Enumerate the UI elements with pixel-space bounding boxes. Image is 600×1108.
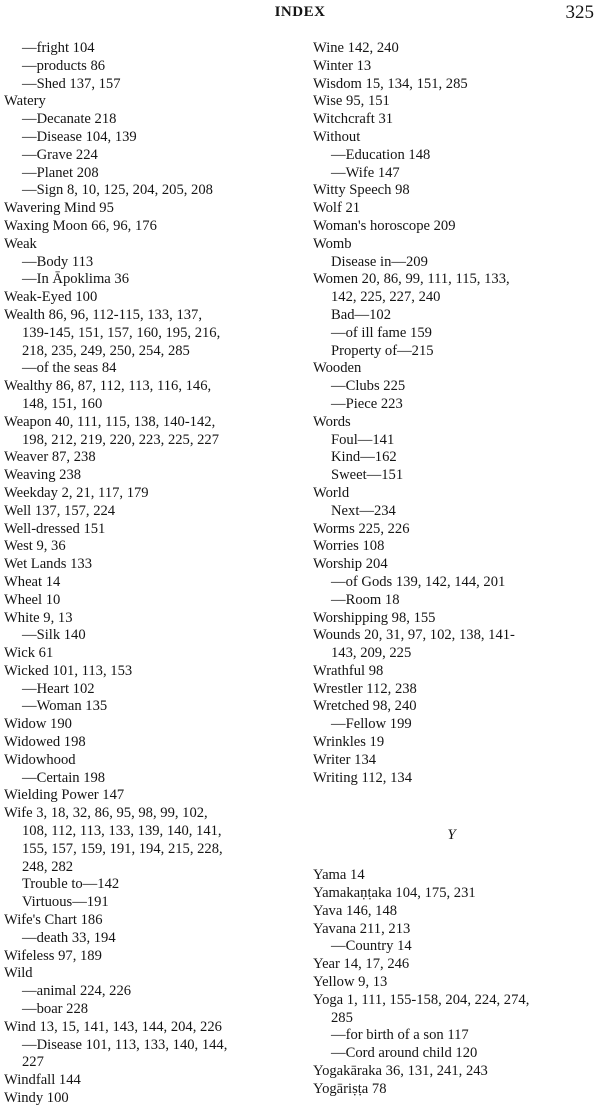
index-entry: Yogāriṣṭa 78 — [313, 1080, 387, 1097]
index-subentry: —Clubs 225 — [331, 378, 406, 395]
index-entry: Winter 13 — [313, 57, 372, 74]
index-subentry: —In Āpoklima 36 — [22, 271, 130, 288]
index-entry: Wooden — [313, 360, 362, 377]
index-subentry: 227 — [22, 1054, 44, 1071]
index-entry: Wick 61 — [4, 645, 54, 662]
index-entry: Writing 112, 134 — [313, 769, 412, 786]
index-entry: West 9, 36 — [4, 538, 66, 555]
page-number: 325 — [565, 2, 594, 23]
index-subentry: —products 86 — [22, 57, 106, 74]
index-subentry: —Sign 8, 10, 125, 204, 205, 208 — [22, 182, 213, 199]
index-subentry: —Piece 223 — [331, 395, 403, 412]
index-entry: Wicked 101, 113, 153 — [4, 662, 133, 679]
index-entry: Words — [313, 413, 351, 430]
index-entry: Widow 190 — [4, 716, 72, 733]
index-subentry: Trouble to—142 — [22, 876, 120, 893]
index-subentry: Virtuous—191 — [22, 894, 109, 911]
index-entry: Yellow 9, 13 — [313, 974, 388, 991]
index-subentry: —Silk 140 — [22, 627, 86, 644]
index-subentry: —Planet 208 — [22, 164, 99, 181]
index-subentry: —of the seas 84 — [22, 360, 117, 377]
index-entry: Yava 146, 148 — [313, 902, 398, 919]
index-subentry: —Woman 135 — [22, 698, 108, 715]
index-subentry: —boar 228 — [22, 1001, 89, 1018]
index-subentry: —Heart 102 — [22, 680, 95, 697]
index-entry: Weak-Eyed 100 — [4, 289, 98, 306]
index-subentry: —Fellow 199 — [331, 716, 412, 733]
index-subentry: Disease in—209 — [331, 253, 428, 270]
index-subentry: 143, 209, 225 — [331, 645, 412, 662]
index-subentry: Sweet—151 — [331, 467, 404, 484]
index-subentry: 198, 212, 219, 220, 223, 225, 227 — [22, 431, 220, 448]
index-subentry: —Grave 224 — [22, 146, 98, 163]
index-entry: Yamakaṇṭaka 104, 175, 231 — [313, 885, 476, 902]
index-subentry: Property of—215 — [331, 342, 434, 359]
index-entry: World — [313, 484, 350, 501]
page-header-title: INDEX — [274, 4, 326, 20]
index-entry: Weaving 238 — [4, 467, 82, 484]
index-subentry: —Country 14 — [331, 938, 412, 955]
index-entry: Worship 204 — [313, 556, 388, 573]
index-entry: Wheel 10 — [4, 591, 61, 608]
index-entry: Wheat 14 — [4, 573, 61, 590]
index-column-right — [313, 40, 598, 1099]
index-subentry: —Wife 147 — [331, 164, 400, 181]
index-subentry: 108, 112, 113, 133, 139, 140, 141, — [22, 823, 222, 840]
index-entry: Weaver 87, 238 — [4, 449, 96, 466]
index-entry: Wisdom 15, 134, 151, 285 — [313, 75, 468, 92]
index-entry: Year 14, 17, 246 — [313, 956, 410, 973]
index-entry: Widowed 198 — [4, 734, 86, 751]
index-entry: Wretched 98, 240 — [313, 698, 417, 715]
index-subentry: —death 33, 194 — [22, 929, 116, 946]
index-subentry: Next—234 — [331, 502, 396, 519]
index-entry: Widowhood — [4, 751, 76, 768]
index-subentry: 248, 282 — [22, 858, 74, 875]
index-entry: Weekday 2, 21, 117, 179 — [4, 484, 149, 501]
index-entry: Wolf 21 — [313, 200, 361, 217]
index-entry: Worshipping 98, 155 — [313, 609, 436, 626]
index-subentry: Foul—141 — [331, 431, 395, 448]
index-entry: Writer 134 — [313, 751, 377, 768]
index-entry: Worries 108 — [313, 538, 385, 555]
index-entry: Wet Lands 133 — [4, 556, 92, 573]
index-subentry: —Cord around child 120 — [331, 1045, 478, 1062]
index-entry: Wind 13, 15, 141, 143, 144, 204, 226 — [4, 1018, 222, 1035]
index-entry: White 9, 13 — [4, 609, 73, 626]
index-entry: Worms 225, 226 — [313, 520, 410, 537]
index-subentry: Bad—102 — [331, 306, 391, 323]
index-subentry: —Decanate 218 — [22, 111, 117, 128]
index-entry: Wealth 86, 96, 112-115, 133, 137, — [4, 306, 202, 323]
index-entry: Well 137, 157, 224 — [4, 502, 116, 519]
index-entry: Woman's horoscope 209 — [313, 217, 456, 234]
index-entry: Wrinkles 19 — [313, 734, 385, 751]
index-subentry: 218, 235, 249, 250, 254, 285 — [22, 342, 190, 359]
index-entry: Womb — [313, 235, 352, 252]
index-subentry: —fright 104 — [22, 40, 95, 56]
index-subentry: 285 — [331, 1009, 353, 1026]
index-subentry: Kind—162 — [331, 449, 397, 466]
index-entry: Wild — [4, 965, 33, 982]
index-entry: Yogakāraka 36, 131, 241, 243 — [313, 1063, 488, 1080]
index-subentry: 148, 151, 160 — [22, 395, 103, 412]
index-entry: Windy 100 — [4, 1090, 69, 1107]
section-letter-heading: Y — [447, 827, 456, 844]
index-entry: Watery — [4, 93, 46, 110]
index-subentry: —animal 224, 226 — [22, 983, 132, 1000]
index-subentry: —Shed 137, 157 — [22, 75, 121, 92]
index-entry: Wife's Chart 186 — [4, 912, 103, 929]
index-column-left — [4, 40, 296, 1108]
index-subentry: —Body 113 — [22, 253, 94, 270]
index-subentry: —of Gods 139, 142, 144, 201 — [331, 573, 506, 590]
index-subentry: 142, 225, 227, 240 — [331, 289, 441, 306]
index-subentry: —Disease 104, 139 — [22, 128, 137, 145]
index-subentry: —Certain 198 — [22, 769, 106, 786]
index-entry: Wounds 20, 31, 97, 102, 138, 141- — [313, 627, 515, 644]
index-entry: Witty Speech 98 — [313, 182, 410, 199]
index-entry: Weak — [4, 235, 37, 252]
index-entry: Wielding Power 147 — [4, 787, 125, 804]
index-entry: Yoga 1, 111, 155-158, 204, 224, 274, — [313, 991, 530, 1008]
index-subentry: —for birth of a son 117 — [331, 1027, 469, 1044]
index-entry: Wrathful 98 — [313, 662, 384, 679]
index-entry: Without — [313, 128, 361, 145]
index-subentry: —of ill fame 159 — [331, 324, 432, 341]
index-entry: Wifeless 97, 189 — [4, 947, 102, 964]
index-subentry: —Room 18 — [331, 591, 400, 608]
index-section-w — [313, 40, 598, 787]
index-entry: Waxing Moon 66, 96, 176 — [4, 217, 157, 234]
index-entry: Women 20, 86, 99, 111, 115, 133, — [313, 271, 510, 288]
index-entry: Weapon 40, 111, 115, 138, 140-142, — [4, 413, 216, 430]
index-entry: Windfall 144 — [4, 1072, 81, 1089]
index-subentry: 155, 157, 159, 191, 194, 215, 228, — [22, 840, 223, 857]
index-subentry: —Education 148 — [331, 146, 431, 163]
index-entry: Yavana 211, 213 — [313, 920, 411, 937]
index-entry: Yama 14 — [313, 867, 365, 884]
index-entry: Well-dressed 151 — [4, 520, 106, 537]
index-section-y — [313, 867, 598, 1098]
index-entry: Wine 142, 240 — [313, 40, 399, 56]
index-entry: Wealthy 86, 87, 112, 113, 116, 146, — [4, 378, 212, 395]
index-entry: Witchcraft 31 — [313, 111, 394, 128]
index-subentry: 139-145, 151, 157, 160, 195, 216, — [22, 324, 221, 341]
index-entry: Wrestler 112, 238 — [313, 680, 417, 697]
index-entry: Wavering Mind 95 — [4, 200, 114, 217]
index-entry: Wise 95, 151 — [313, 93, 390, 110]
index-entry: Wife 3, 18, 32, 86, 95, 98, 99, 102, — [4, 805, 208, 822]
index-subentry: —Disease 101, 113, 133, 140, 144, — [22, 1036, 228, 1053]
